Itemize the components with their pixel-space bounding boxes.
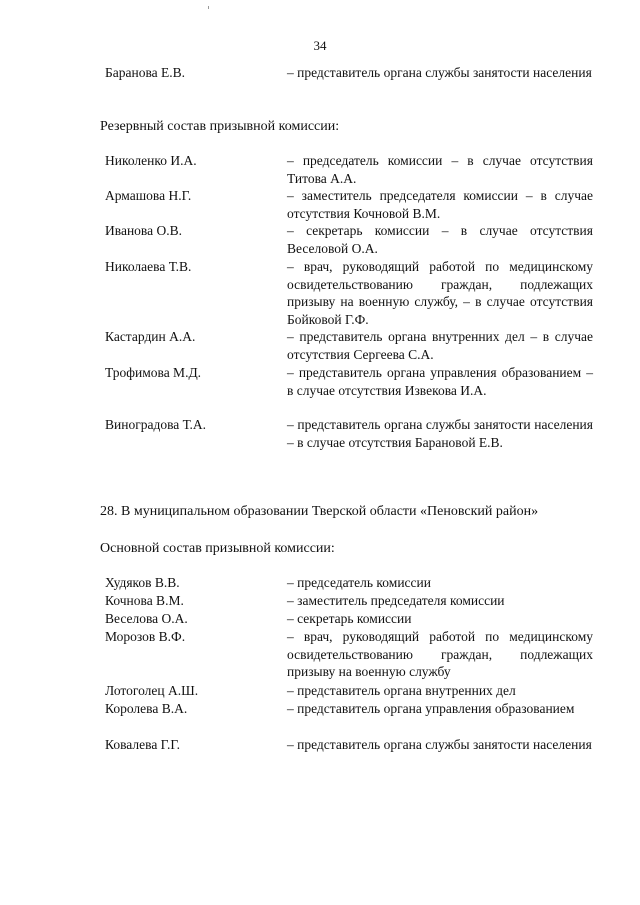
member-name: Кочнова В.М. xyxy=(105,593,184,608)
member-role: – врач, руководящий работой по медицинскому освидетельствованию граждан, подлежащих призыву на военную службу, – в случае отсутствия Бойковой Г.Ф. xyxy=(287,259,593,327)
member-role: – заместитель председателя комиссии – в случае отсутствия Кочновой В.М. xyxy=(287,188,593,221)
member-name: Николенко И.А. xyxy=(105,153,197,168)
page-number: 34 xyxy=(313,38,327,53)
member-name: Баранова Е.В. xyxy=(105,65,186,80)
member-role: – председатель комиссии xyxy=(287,575,431,590)
member-role: – представитель органа управления образованием – в случае отсутствия Извекова И.А. xyxy=(287,365,593,398)
member-row xyxy=(105,574,598,592)
member-row xyxy=(105,187,598,222)
member-name: Ковалева Г.Г. xyxy=(105,737,180,752)
member-name: Николаева Т.В. xyxy=(105,259,192,274)
member-row xyxy=(105,64,598,82)
member-name: Виноградова Т.А. xyxy=(105,417,207,432)
reserve-title: Резервный состав призывной комиссии: xyxy=(100,119,340,134)
member-name: Трофимова М.Д. xyxy=(105,365,202,380)
member-role: – представитель органа управления образованием xyxy=(287,701,575,716)
member-name: Худяков В.В. xyxy=(105,575,180,590)
member-name: Кастардин А.А. xyxy=(105,329,196,344)
member-row xyxy=(105,416,598,451)
member-name: Армашова Н.Г. xyxy=(105,188,192,203)
member-role: – заместитель председателя комиссии xyxy=(287,593,505,608)
member-row xyxy=(105,364,598,399)
member-role: – представитель органа внутренних дел – в случае отсутствия Сергеева С.А. xyxy=(287,329,593,362)
member-role: – представитель органа внутренних дел xyxy=(287,683,516,698)
member-role: – секретарь комиссии xyxy=(287,611,412,626)
member-role: – врач, руководящий работой по медицинскому освидетельствованию граждан, подлежащих призыву на военную службу xyxy=(287,629,593,679)
member-row xyxy=(105,258,598,328)
member-row xyxy=(105,592,598,610)
section-heading: 28. В муниципальном образовании Тверской области «Пеновский район» xyxy=(100,504,539,519)
member-row xyxy=(105,700,598,718)
member-row xyxy=(105,682,598,700)
member-role: – представитель органа службы занятости населения – в случае отсутствия Барановой Е.В. xyxy=(287,417,593,450)
member-name: Иванова О.В. xyxy=(105,223,182,238)
member-row xyxy=(105,222,598,257)
member-row xyxy=(105,152,598,187)
member-row xyxy=(105,610,598,628)
member-name: Лотоголец А.Ш. xyxy=(105,683,199,698)
member-role: – представитель органа службы занятости населения xyxy=(287,737,592,752)
member-role: – представитель органа службы занятости населения xyxy=(287,65,592,80)
main-title: Основной состав призывной комиссии: xyxy=(100,541,335,556)
member-name: Королева В.А. xyxy=(105,701,188,716)
member-row xyxy=(105,628,598,681)
member-role: – секретарь комиссии – в случае отсутствия Веселовой О.А. xyxy=(287,223,593,256)
member-row xyxy=(105,328,598,363)
scan-mark xyxy=(208,6,209,9)
member-name: Морозов В.Ф. xyxy=(105,629,186,644)
member-name: Веселова О.А. xyxy=(105,611,188,626)
member-row xyxy=(105,736,598,754)
member-role: – председатель комиссии – в случае отсутствия Титова А.А. xyxy=(287,153,593,186)
